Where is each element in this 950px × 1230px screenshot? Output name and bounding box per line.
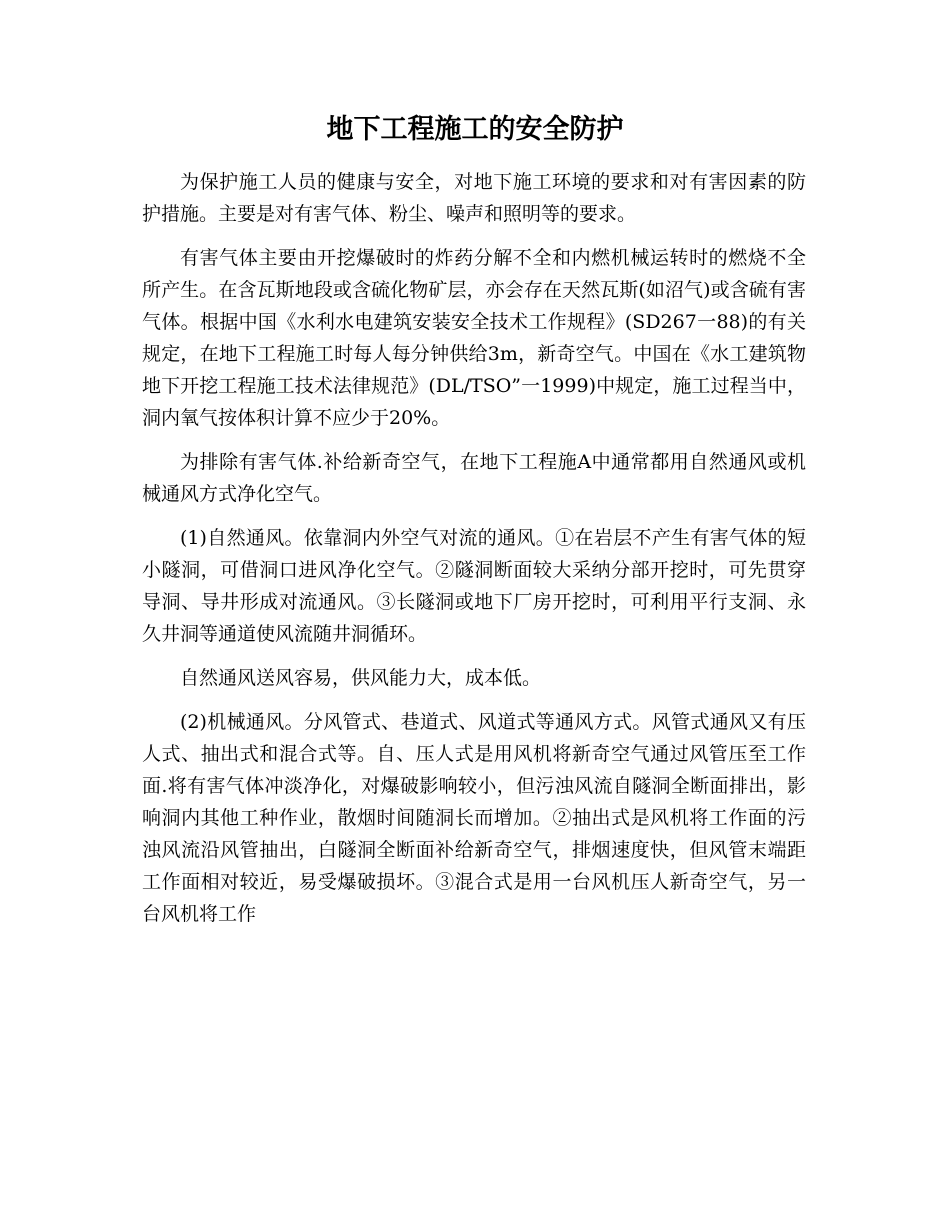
document-body [142,166,806,942]
paragraph-ventilation-methods: 为排除有害气体.补给新奇空气，在地下工程施A中通常都用自然通风或机械通风方式净化空气。 [142,451,806,505]
document-title: 地下工程施工的安全防护 [326,114,624,145]
paragraph-harmful-gas: 有害气体主要由开挖爆破时的炸药分解不全和内燃机械运转时的燃烧不全所产生。在含瓦斯地段或含硫化物矿层，亦会存在天然瓦斯(如沼气)或含硫有害气体。根据中国《水利水电建筑安装安全技术工作规程》(SD267一88)的有关规定，在地下工程施工时每人每分钟供给3m，新奇空气。中国在《水工建筑物地下开挖工程施工技术法律规范》(DL/TSO”一1999)中规定，施工过程当中，洞内氧气按体积计算不应少于20%。 [142,247,806,429]
paragraph-intro: 为保护施工人员的健康与安全，对地下施工环境的要求和对有害因素的防护措施。主要是对有害气体、粉尘、噪声和照明等的要求。 [142,171,806,225]
paragraph-natural-ventilation: (1)自然通风。依靠洞内外空气对流的通风。①在岩层不产生有害气体的短小隧洞，可借洞口进风净化空气。②隧洞断面较大采纳分部开挖时，可先贯穿导洞、导井形成对流通风。③长隧洞或地下厂房开挖时，可利用平行支洞、永久井洞等通道使风流随井洞循环。 [142,527,806,645]
paragraph-natural-ventilation-benefits: 自然通风送风容易，供风能力大，成本低。 [180,667,542,689]
paragraph-mechanical-ventilation: (2)机械通风。分风管式、巷道式、风道式等通风方式。风管式通风又有压人式、抽出式和混合式等。自、压人式是用风机将新奇空气通过风管压至工作面.将有害气体冲淡净化，对爆破影响较小，但污浊风流自隧洞全断面排出，影响洞内其他工种作业，散烟时间随洞长而增加。②抽出式是风机将工作面的污浊风流沿风管抽出，白隧洞全断面补给新奇空气，排烟速度快，但风管末端距工作面相对较近，易受爆破损坏。③混合式是用一台风机压人新奇空气，另一台风机将工作 [142,711,806,925]
